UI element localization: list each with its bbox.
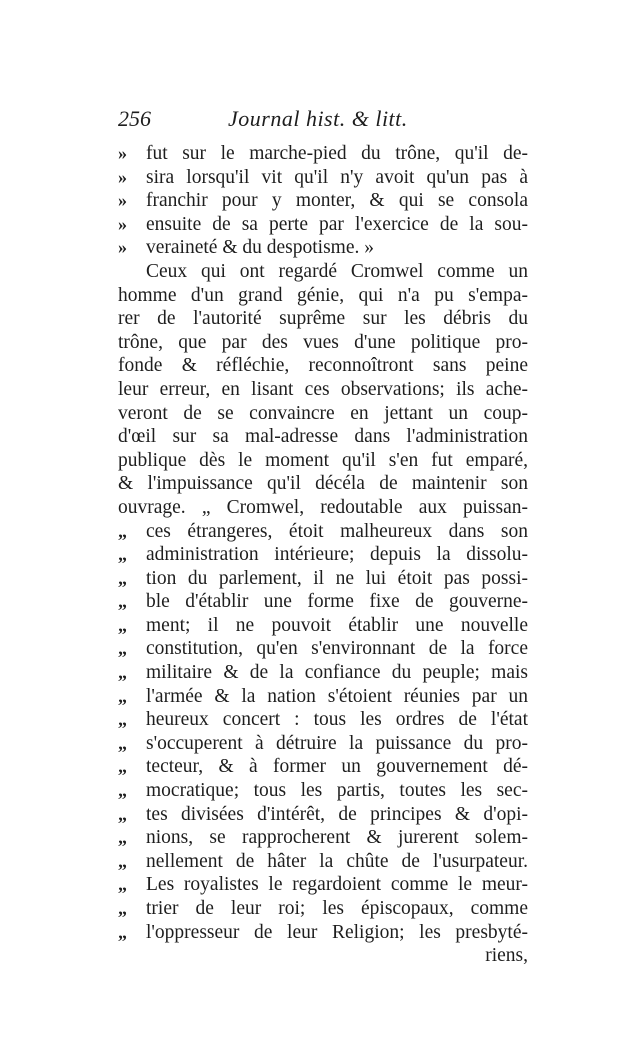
text-line [118,142,528,166]
quote-mark: „ [118,567,127,588]
catchword-line [118,944,528,968]
quote-mark: „ [118,614,127,635]
line-text: tes divisées d'intérêt, de principes & d'opi- [146,803,528,825]
text-line [118,166,528,190]
line-text: & l'impuissance qu'il décéla de maintenir son [118,473,528,495]
line-text: militaire & de la confiance du peuple; mais [146,662,528,684]
line-text: l'oppresseur de leur Religion; les presbyté- [146,921,528,943]
text-line [118,826,528,850]
text-line [118,425,528,449]
text-line [118,850,528,874]
quote-mark: „ [118,544,127,565]
text-line [118,331,528,355]
text-line [118,732,528,756]
running-head: Journal hist. & litt. [228,106,408,131]
quote-mark: „ [118,662,127,683]
quote-mark: „ [118,520,127,541]
line-text: Ceux qui ont regardé Cromwel comme un [146,260,528,282]
line-text: nellement de hâter la chûte de l'usurpateur. [146,850,528,872]
line-text: franchir pour y monter, & qui se consola [146,190,528,212]
text-line [118,921,528,945]
text-line [118,614,528,638]
line-text: s'occuperent à détruire la puissance du pro- [146,732,528,754]
line-text: veront de se convaincre en jettant un coup- [118,402,528,424]
text-line [118,661,528,685]
line-text: fonde & réfléchie, reconnoîtront sans peine [118,355,528,377]
text-line [118,897,528,921]
text-line [118,402,528,426]
line-text: ble d'établir une forme fixe de gouverne- [146,591,528,613]
text-line [118,590,528,614]
quote-mark: „ [118,921,127,942]
line-text: ouvrage. „ Cromwel, redoutable aux puissan- [118,496,528,518]
text-line [118,543,528,567]
body-text [118,142,528,968]
quote-mark: » [118,190,127,211]
quote-mark: „ [118,898,127,918]
line-text: sira lorsqu'il vit qu'il n'y avoit qu'un pas à [146,166,528,188]
text-line [118,189,528,213]
line-text: mocratique; tous les partis, toutes les sec- [146,780,528,802]
line-text: ensuite de sa perte par l'exercice de la sou- [146,213,528,235]
text-line [118,284,528,308]
quote-mark: „ [118,685,127,706]
line-text: tion du parlement, il ne lui étoit pas possi- [146,567,528,589]
line-text: ment; il ne pouvoit établir une nouvelle [146,614,528,636]
text-line [118,520,528,544]
quote-mark: „ [118,803,127,824]
text-line [118,755,528,779]
quote-mark: „ [118,850,127,871]
line-text: trier de leur roi; les épiscopaux, comme [146,898,528,919]
quote-mark: „ [118,874,127,895]
quote-mark: „ [118,756,127,777]
text-line [118,873,528,897]
line-text: ces étrangeres, étoit malheureux dans son [146,520,528,542]
line-text: constitution, qu'en s'environnant de la force [146,638,528,660]
quote-mark: „ [118,780,127,801]
line-text: trône, que par des vues d'une politique pro- [118,331,528,353]
line-text: leur erreur, en lisant ces observations; ils ache- [118,378,528,400]
text-line [118,708,528,732]
line-text: publique dès le moment qu'il s'en fut emparé, [118,449,528,471]
quote-mark: „ [118,591,127,612]
text-line [118,354,528,378]
line-text: d'œil sur sa mal-adresse dans l'administration [118,426,528,448]
line-text: rer de l'autorité suprême sur les débris du [118,308,528,330]
text-line [118,567,528,591]
text-line [118,260,528,284]
page-number: 256 [118,106,151,131]
text-line [118,213,528,237]
text-line [118,307,528,331]
quote-mark: „ [118,638,127,659]
quote-mark: » [118,143,127,163]
quote-mark: „ [118,709,127,730]
line-text: fut sur le marche-pied du trône, qu'il de- [146,143,528,164]
page-header [118,106,418,136]
line-text: heureux concert : tous les ordres de l'état [146,709,528,731]
text-line [118,236,528,260]
text-line [118,449,528,473]
text-line [118,496,528,520]
quote-mark: » [118,166,127,187]
quote-mark: » [118,237,127,258]
text-line [118,637,528,661]
line-text: veraineté & du despotisme. » [146,237,374,259]
text-line [118,685,528,709]
quote-mark: » [118,213,127,234]
line-text: tecteur, & à former un gouvernement dé- [146,756,528,778]
line-text: l'armée & la nation s'étoient réunies par un [146,685,528,707]
quote-mark: „ [118,827,127,848]
line-text: nions, se rapprocherent & jurerent solem- [146,827,528,849]
line-text: Les royalistes le regardoient comme le meur- [146,874,528,896]
text-line [118,378,528,402]
catchword: riens, [485,945,528,967]
text-line [118,803,528,827]
line-text: administration intérieure; depuis la dissolu- [146,544,528,566]
text-line [118,779,528,803]
quote-mark: „ [118,732,127,753]
text-line [118,472,528,496]
line-text: homme d'un grand génie, qui n'a pu s'empa- [118,284,528,306]
